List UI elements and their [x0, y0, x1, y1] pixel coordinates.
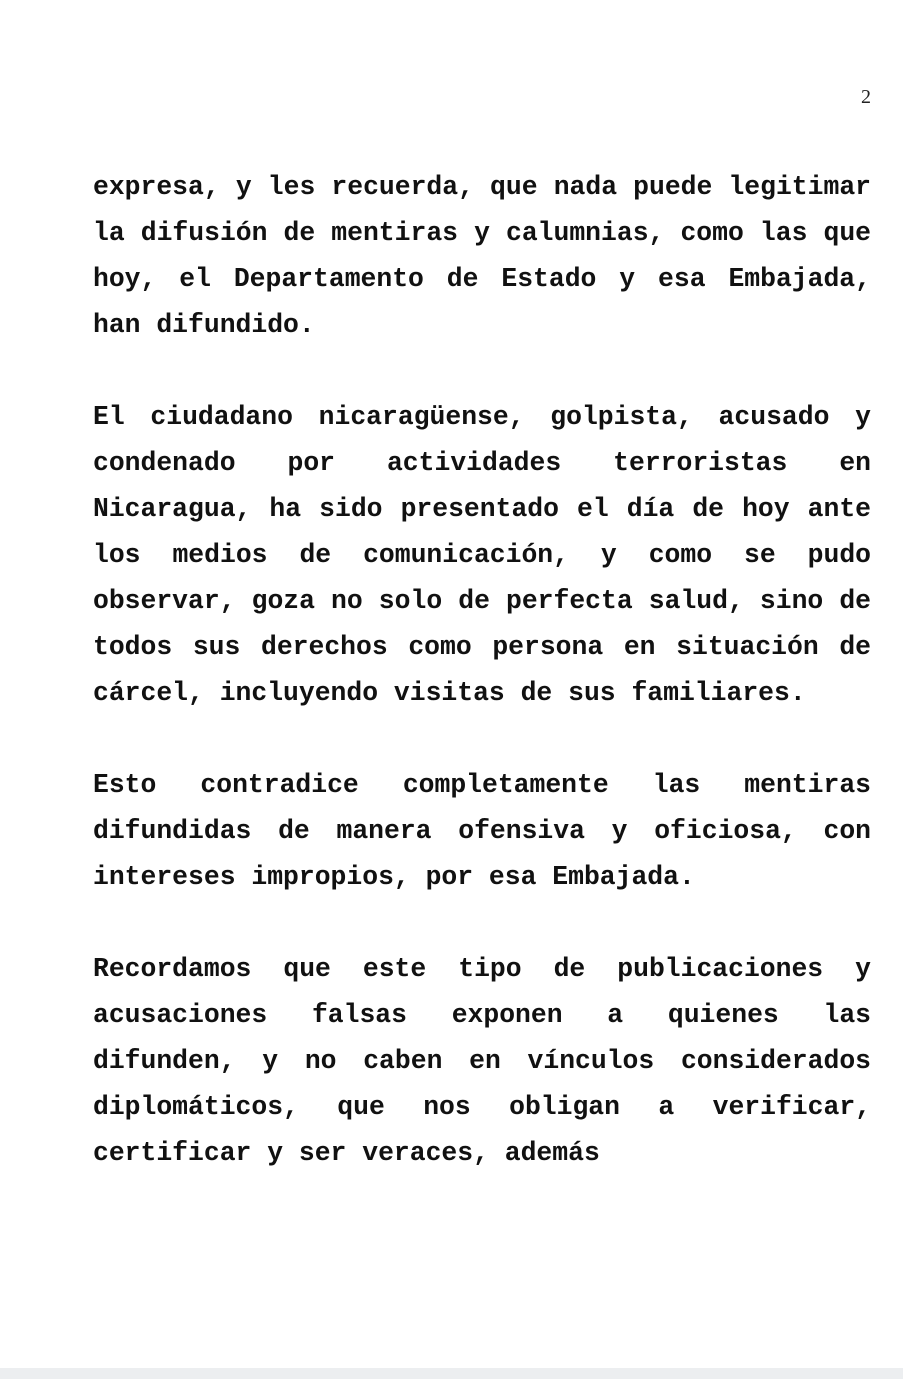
paragraph-1: expresa, y les recuerda, que nada puede legitimar la difusión de mentiras y calumnias, como las que hoy, el Departamento de Estado y esa Embajada, han difundido. — [93, 172, 871, 340]
paragraph-3: Esto contradice completamente las mentiras difundidas de manera ofensiva y oficiosa, con intereses impropios, por esa Embajada. — [93, 770, 871, 892]
document-body — [93, 164, 871, 1222]
page-number: 2 — [861, 86, 871, 108]
paragraph-2: El ciudadano nicaragüense, golpista, acusado y condenado por actividades terroristas en Nicaragua, ha sido presentado el día de hoy ante los medios de comunicación, y como se pudo observar, goza no solo de perfecta salud, sino de todos sus derechos como persona en situación de cárcel, incluyendo visitas de sus familiares. — [93, 402, 871, 708]
paragraph-4: Recordamos que este tipo de publicaciones y acusaciones falsas exponen a quienes las difunden, y no caben en vínculos considerados diplomáticos, que nos obligan a verificar, certificar y ser veraces, además — [93, 954, 871, 1168]
viewer-bottom-bar — [0, 1368, 903, 1379]
